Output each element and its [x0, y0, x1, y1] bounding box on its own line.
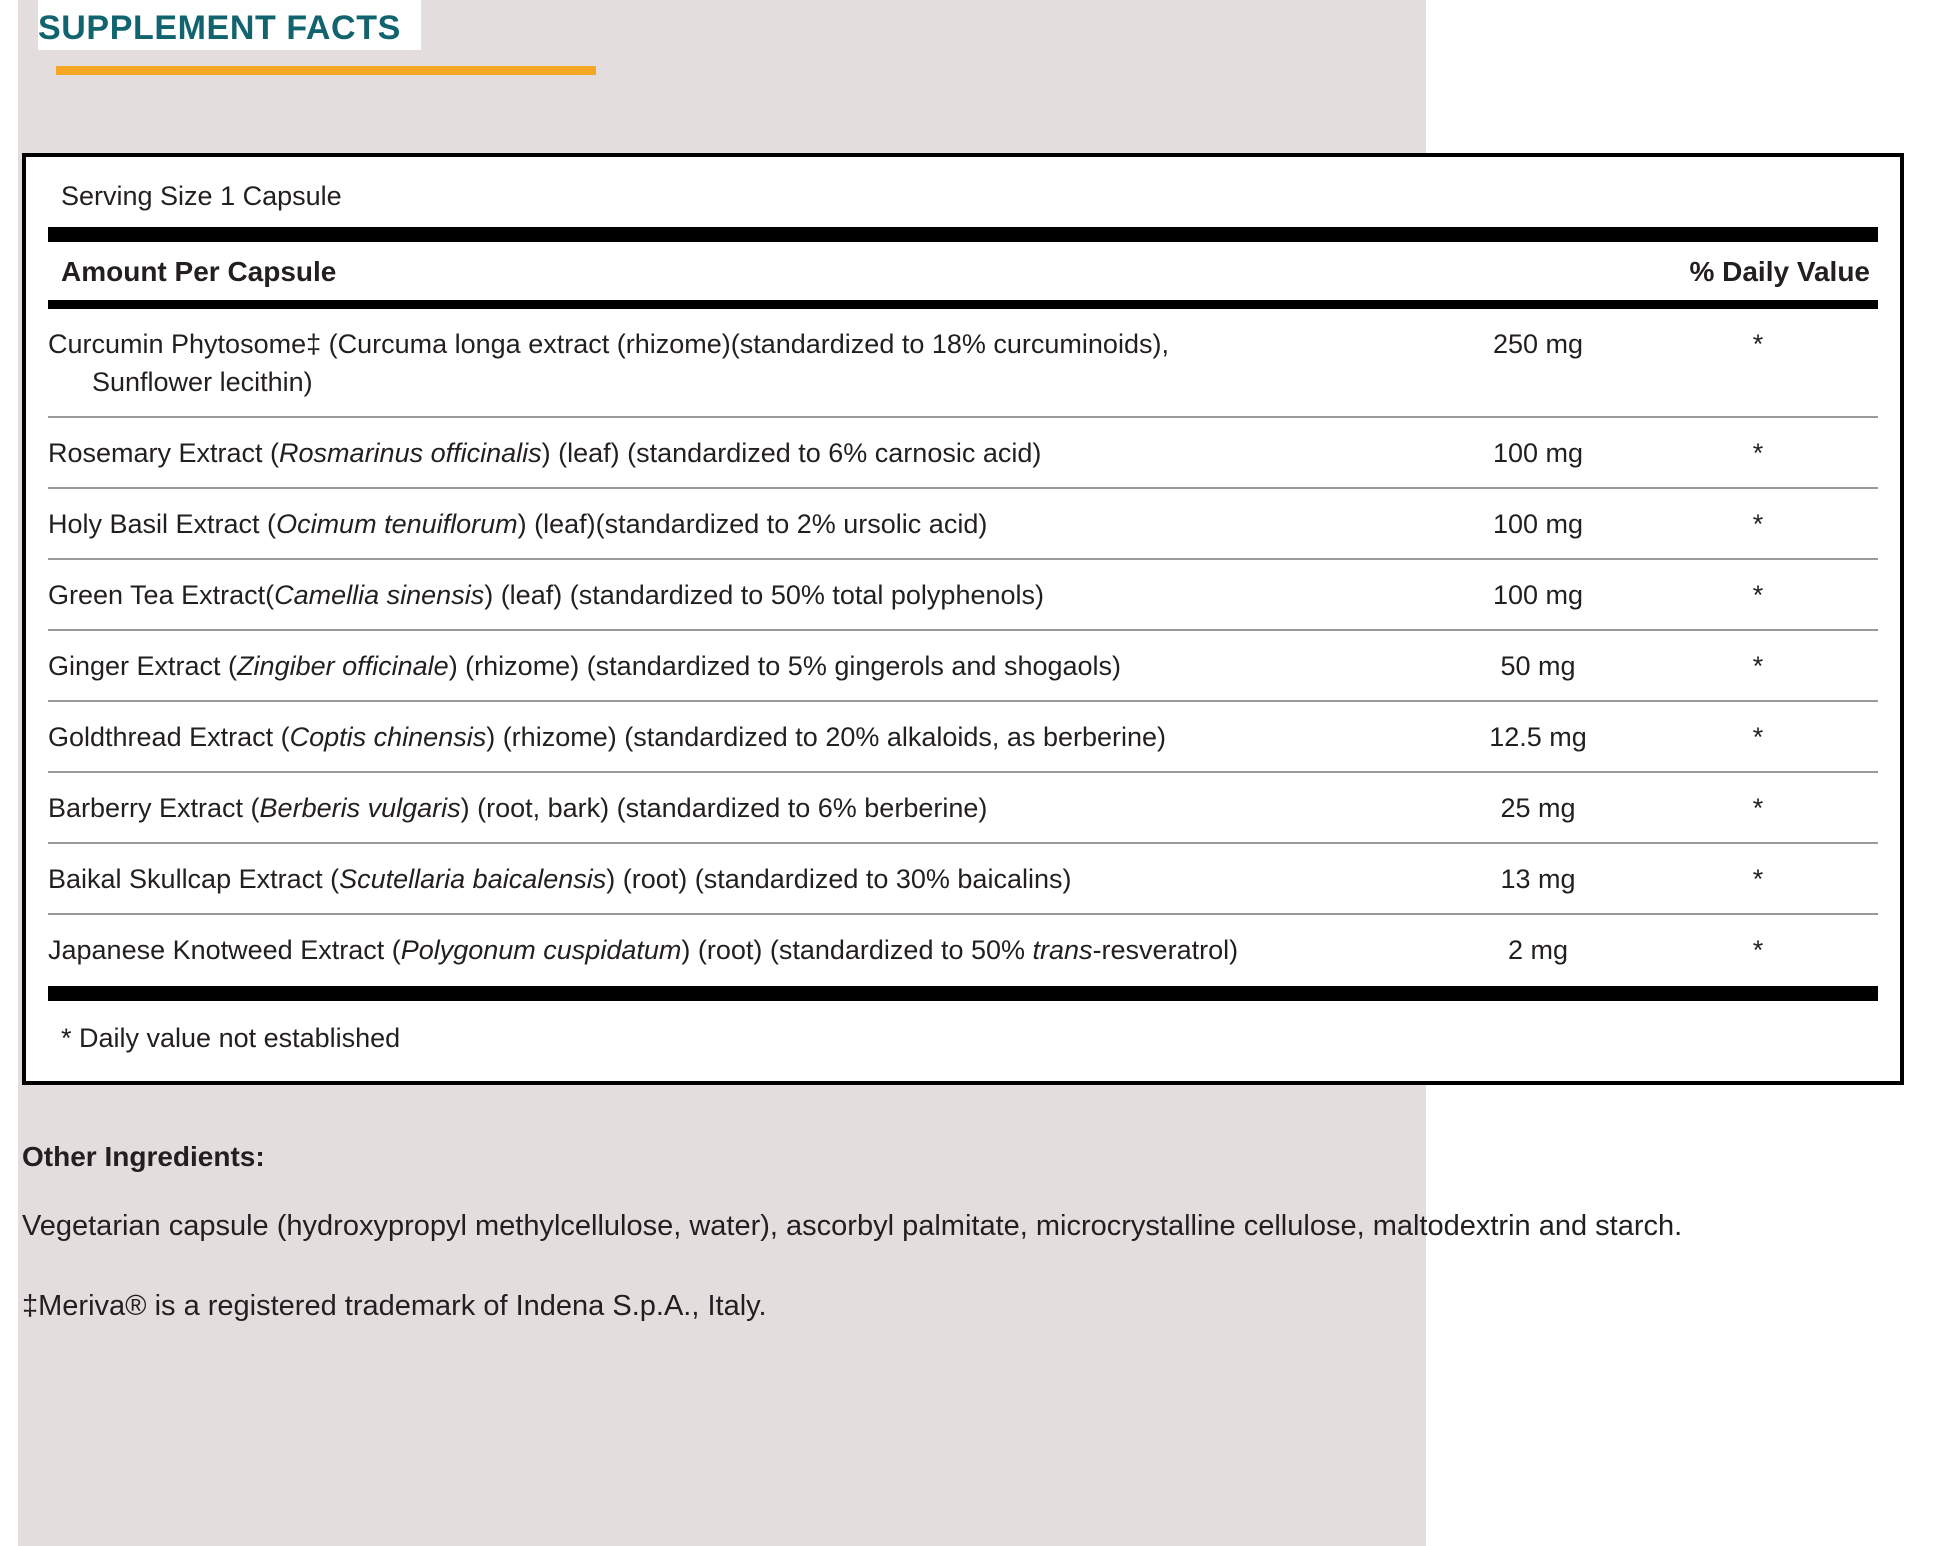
ingredient-name-prefix: Holy Basil Extract (	[48, 509, 277, 539]
ingredient-isomer-prefix: trans	[1032, 935, 1093, 965]
ingredient-daily-value: *	[1638, 843, 1878, 914]
table-row	[48, 488, 1878, 559]
divider-thick-bottom	[48, 986, 1878, 1001]
other-ingredients-body: Vegetarian capsule (hydroxypropyl methylcellulose, water), ascorbyl palmitate, microcrystalline cellulose, maltodextrin and starch.	[22, 1210, 1683, 1242]
ingredient-species: Rosmarinus officinalis	[279, 438, 542, 468]
table-row	[48, 559, 1878, 630]
amount-per-capsule-header: Amount Per Capsule	[61, 256, 337, 287]
ingredient-name	[48, 772, 1438, 843]
table-header-row	[48, 242, 1878, 300]
ingredient-daily-value: *	[1638, 701, 1878, 772]
ingredient-name-prefix: Goldthread Extract (	[48, 722, 290, 752]
ingredient-daily-value: *	[1638, 309, 1878, 417]
daily-value-header: % Daily Value	[1689, 256, 1870, 287]
other-ingredients-heading: Other Ingredients:	[22, 1141, 265, 1172]
ingredient-name-prefix: Barberry Extract (	[48, 793, 260, 823]
table-row	[48, 914, 1878, 984]
ingredient-name	[48, 488, 1438, 559]
ingredient-name-prefix: Ginger Extract (	[48, 651, 238, 681]
ingredient-daily-value: *	[1638, 559, 1878, 630]
ingredient-name-suffix: ) (root) (standardized to 30% baicalins)	[606, 864, 1072, 894]
divider-thick-top	[48, 227, 1878, 242]
ingredient-name-prefix: Rosemary Extract (	[48, 438, 280, 468]
ingredient-name-line1: Curcumin Phytosome‡ (Curcuma longa extract (rhizome)(standardized to 18% curcuminoids),	[48, 329, 1169, 359]
ingredient-species: Zingiber officinale	[237, 651, 449, 681]
ingredient-daily-value: *	[1638, 417, 1878, 488]
ingredient-amount: 100 mg	[1438, 559, 1638, 630]
ingredient-amount: 250 mg	[1438, 309, 1638, 417]
table-row	[48, 701, 1878, 772]
ingredient-name	[48, 843, 1438, 914]
ingredient-name-suffix: ) (rhizome) (standardized to 5% gingerols and shogaols)	[448, 651, 1122, 681]
table-row	[48, 843, 1878, 914]
ingredient-name-suffix: -resveratrol)	[1092, 935, 1239, 965]
ingredient-amount: 100 mg	[1438, 488, 1638, 559]
page-title: SUPPLEMENT FACTS	[38, 0, 421, 50]
table-row	[48, 630, 1878, 701]
ingredient-name-prefix: Green Tea Extract(	[48, 580, 275, 610]
ingredient-species: Ocimum tenuiflorum	[276, 509, 518, 539]
ingredient-name	[48, 630, 1438, 701]
ingredient-species: Berberis vulgaris	[259, 793, 461, 823]
ingredient-amount: 100 mg	[1438, 417, 1638, 488]
ingredient-name-line2: Sunflower lecithin)	[92, 367, 313, 397]
ingredient-daily-value: *	[1638, 630, 1878, 701]
supplement-facts-table-wrap	[22, 153, 1904, 1085]
ingredient-name-prefix: Japanese Knotweed Extract (	[48, 935, 401, 965]
ingredients-table	[48, 309, 1878, 984]
ingredient-name-prefix: Baikal Skullcap Extract (	[48, 864, 340, 894]
title-block	[0, 0, 1946, 75]
ingredient-species: Camellia sinensis	[274, 580, 485, 610]
ingredient-name	[48, 559, 1438, 630]
ingredient-name-suffix: ) (rhizome) (standardized to 20% alkaloids, as berberine)	[486, 722, 1167, 752]
table-row	[48, 417, 1878, 488]
daily-value-footnote: * Daily value not established	[61, 1023, 401, 1053]
ingredient-name	[48, 701, 1438, 772]
serving-size: Serving Size 1 Capsule	[61, 181, 342, 211]
trademark-note: ‡Meriva® is a registered trademark of Indena S.p.A., Italy.	[22, 1290, 767, 1322]
ingredient-name-mid: ) (root) (standardized to 50%	[681, 935, 1033, 965]
table-row	[48, 772, 1878, 843]
ingredient-species: Polygonum cuspidatum	[400, 935, 682, 965]
ingredient-name	[48, 417, 1438, 488]
ingredient-daily-value: *	[1638, 772, 1878, 843]
ingredient-amount: 50 mg	[1438, 630, 1638, 701]
ingredient-daily-value: *	[1752, 935, 1764, 965]
ingredient-amount: 12.5 mg	[1438, 701, 1638, 772]
ingredient-daily-value: *	[1638, 488, 1878, 559]
ingredient-amount: 2 mg	[1507, 935, 1569, 965]
ingredient-name-suffix: ) (leaf)(standardized to 2% ursolic acid)	[517, 509, 988, 539]
ingredient-species: Coptis chinensis	[289, 722, 487, 752]
ingredient-name-suffix: ) (leaf) (standardized to 50% total polyphenols)	[484, 580, 1045, 610]
supplement-facts-box	[22, 153, 1904, 1085]
ingredient-species: Scutellaria baicalensis	[339, 864, 607, 894]
ingredient-amount: 25 mg	[1438, 772, 1638, 843]
ingredient-name	[48, 309, 1438, 417]
ingredient-name	[48, 914, 1438, 984]
table-row	[48, 309, 1878, 417]
ingredient-amount: 13 mg	[1438, 843, 1638, 914]
other-ingredients-section	[22, 1137, 1882, 1329]
title-underline-rule	[56, 66, 596, 75]
ingredient-name-suffix: ) (leaf) (standardized to 6% carnosic acid)	[541, 438, 1042, 468]
ingredient-name-suffix: ) (root, bark) (standardized to 6% berberine)	[460, 793, 988, 823]
divider-medium	[48, 300, 1878, 309]
